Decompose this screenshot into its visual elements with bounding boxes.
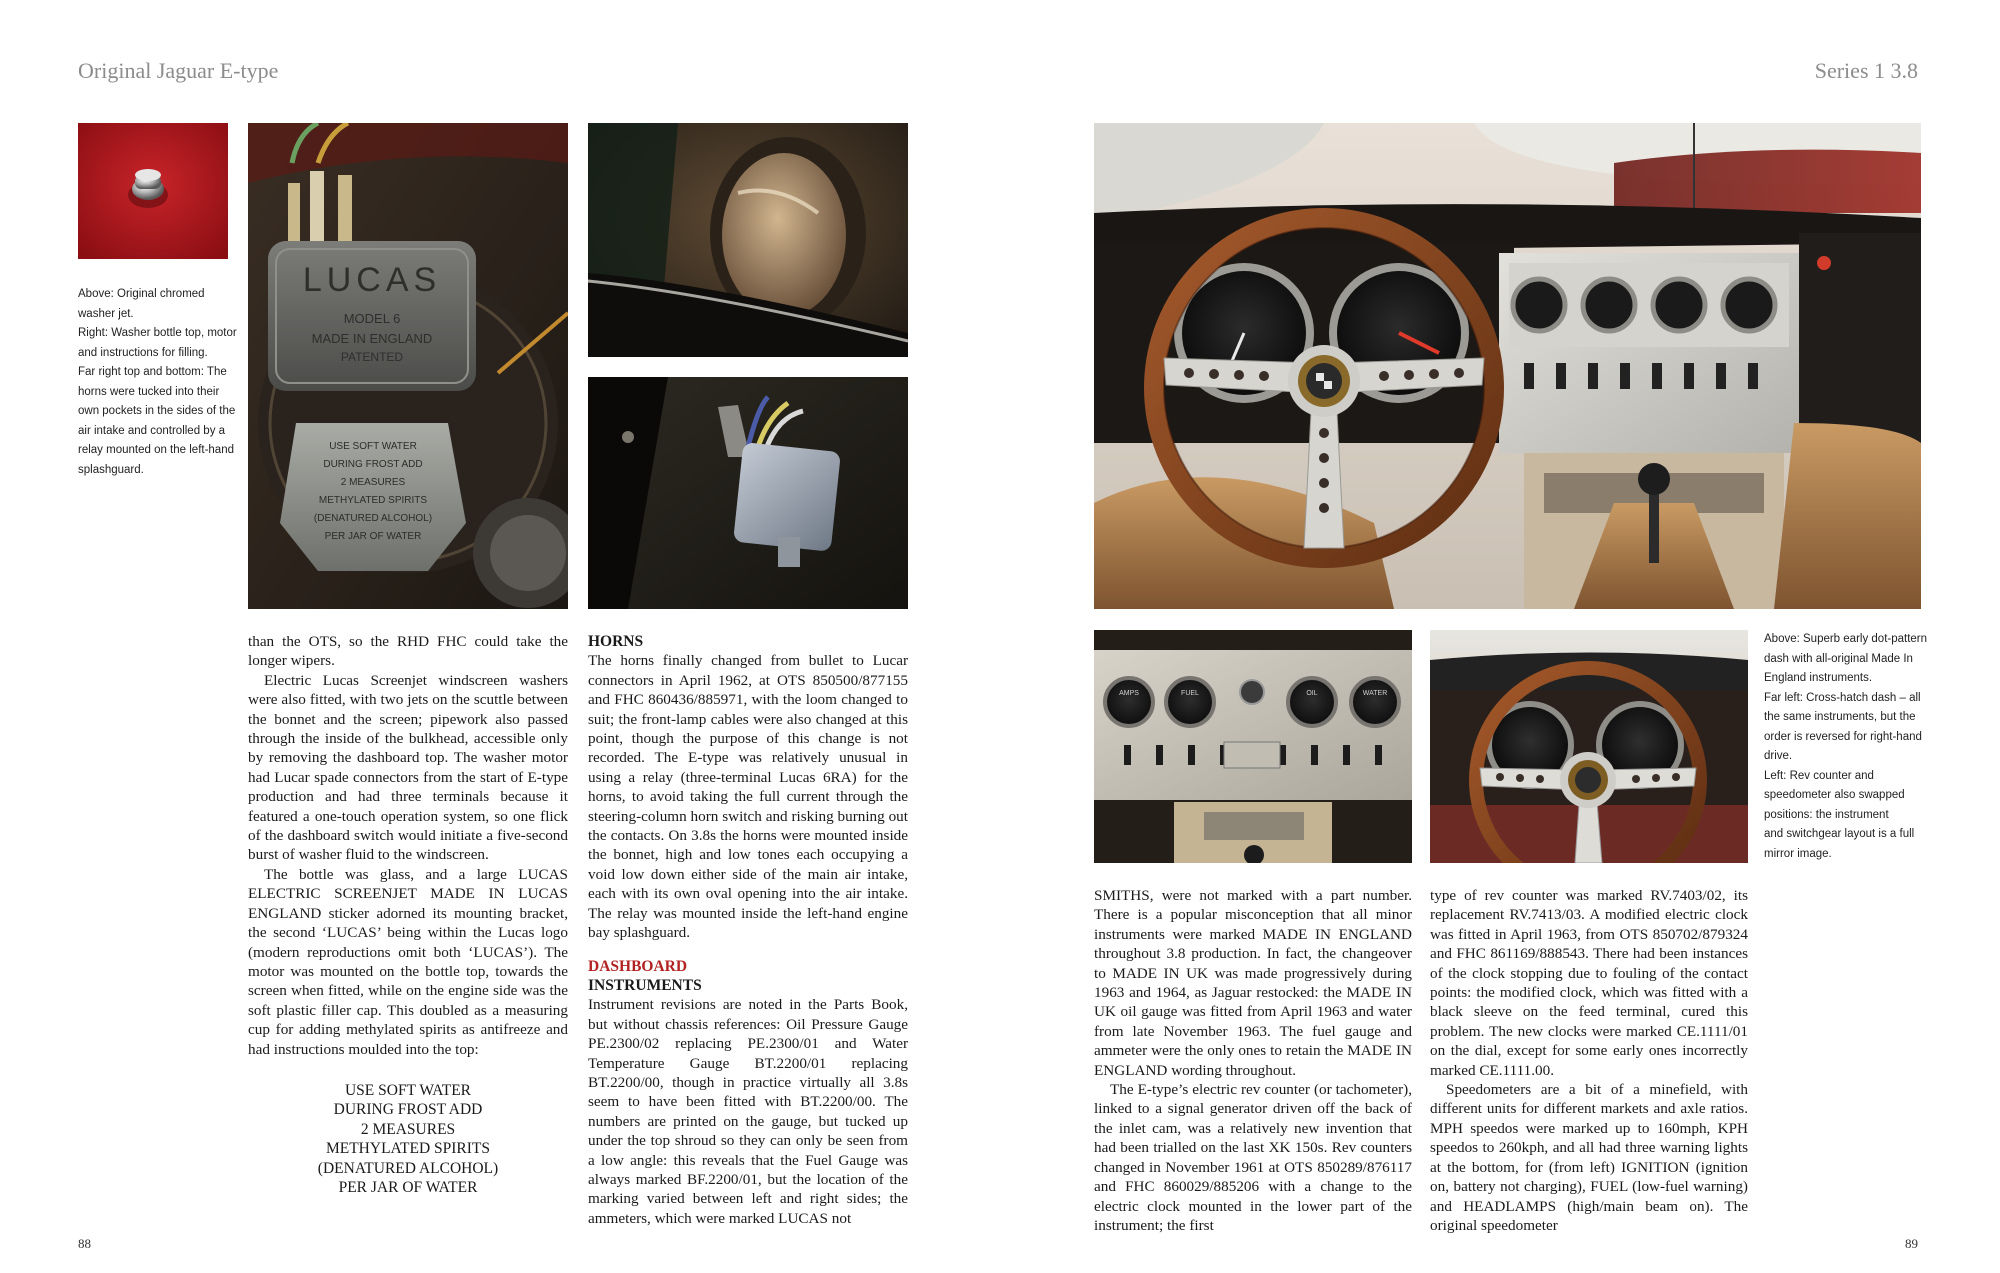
body-paragraph: Electric Lucas Screenjet windscreen washers were also fitted, with two jets on the scuttle between the bonnet and the screen; pipework also passed through the inside of the bulkhead, accessible only by removing the dashboard top. The washer motor had Lucar spade connectors from the start of E-type production and had three terminals because it featured a one-touch operation system, so one flick of the dashboard switch would initiate a five-second burst of washer fluid to the windscreen. xyxy=(248,671,568,864)
instruments-heading: INSTRUMENTS xyxy=(588,976,702,994)
notice-line: DURING FROST ADD xyxy=(333,1101,483,1119)
gauge-label-water: WATER xyxy=(1362,690,1388,697)
lucas-model-text: MODEL 6 xyxy=(343,311,401,326)
page-number-left: 88 xyxy=(78,1236,91,1251)
photo-horn-relay xyxy=(588,377,908,609)
caption-line: speedometer also swapped xyxy=(1764,789,1905,801)
left-page-column-2 xyxy=(588,632,908,1228)
photo-horn-top xyxy=(588,123,908,357)
body-paragraph: The E-type’s electric rev counter (or tachometer), linked to a signal generator driven off the back of the inlet cam, was a relatively new invention that had been trialled on the last XK 150s. Rev counters changed in November 1961 at OTS 850289/876117 and FHC 860029/885206 with a change to the electric clock mounted in the lower part of the instrument; the first xyxy=(1094,1081,1412,1234)
dashboard-heading: DASHBOARD xyxy=(588,957,688,975)
gauge-label-fuel: FUEL xyxy=(1181,690,1199,697)
notice-line: PER JAR OF WATER xyxy=(338,1178,478,1196)
photo-dashboard-main xyxy=(1094,123,1921,609)
body-paragraph: The horns finally changed from bullet to Lucar connectors in April 1962, at OTS 850500/877155 and FHC 860436/885971, with the loom changed to suit; the front-lamp cables were also changed at this point, though the purpose of this change is not recorded. The E-type was relatively unusual in using a relay (three-terminal Lucas 6RA) for the horns, to avoid taking the full current through the steering-column horn switch and risking burning out the contacts. On 3.8s the horns were mounted inside the bonnet, high and low tones each occupying a void low down either side of the main air intake, each with its own oval opening into the air intake. The relay was mounted inside the left-hand engine bay splashguard. xyxy=(588,652,908,942)
lucas-patented-text: PATENTED xyxy=(340,350,404,364)
body-paragraph: than the OTS, so the RHD FHC could take the longer wipers. xyxy=(248,633,568,670)
caption-right-page xyxy=(1764,630,1944,864)
body-paragraph: Speedometers are a bit of a minefield, with different units for different markets and axle ratios. MPH speedos were marked up to 160mph, KPH speedos to 260kph, and all had three warning lights at the bottom, for (from left) IGNITION (ignition on, battery not charging), FUEL (low-fuel warning) and HEADLAMPS (high/main beam on). The original speedometer xyxy=(1430,1081,1748,1234)
caption-line: order is reversed for right-hand xyxy=(1764,730,1922,743)
caption-line: Far left: Cross-hatch dash – all xyxy=(1764,691,1921,704)
caption-line: Above: Original chromed xyxy=(78,288,205,300)
right-page-column-2 xyxy=(1430,886,1748,1235)
lucas-logo-text: LUCAS xyxy=(302,261,442,299)
caption-line: Far right top and bottom: The xyxy=(78,366,227,378)
lucas-made-text: MADE IN ENGLAND xyxy=(311,331,433,346)
notice-line: METHYLATED SPIRITS xyxy=(325,1140,491,1158)
notice-line: USE SOFT WATER xyxy=(344,1081,472,1099)
caption-left-page xyxy=(78,285,238,480)
left-page-column-1 xyxy=(248,632,568,1197)
caption-line: dash with all-original Made In xyxy=(1764,652,1913,665)
caption-line: Right: Washer bottle top, motor xyxy=(78,327,237,339)
notice-line: (DENATURED ALCOHOL) xyxy=(317,1159,499,1177)
photo-crosshatch-dash xyxy=(1094,630,1412,863)
body-paragraph: SMITHS, were not marked with a part number. There is a popular misconception that all minor instruments were marked MADE IN ENGLAND throughout 3.8 production. In fact, the changeover to MADE IN UK was made progressively during 1963 and 1964, as Jaguar restocked: the MADE IN UK oil gauge was fitted from April 1963 and water from late November 1963. The fuel gauge and ammeter were the only ones to retain the MADE IN ENGLAND wording throughout. xyxy=(1094,887,1412,1079)
cap-line-5: (DENATURED ALCOHOL) xyxy=(313,513,433,524)
photo-washer-bottle-motor xyxy=(248,123,568,609)
photo-rhd-dash xyxy=(1430,630,1748,863)
caption-line: Above: Superb early dot-pattern xyxy=(1764,633,1928,645)
caption-line: drive. xyxy=(1764,750,1793,762)
caption-line: air intake and controlled by a xyxy=(78,424,226,437)
body-paragraph: type of rev counter was marked RV.7403/02, its replacement RV.7413/03. A modified electric clock was fitted in April 1963, from OTS 850702/879324 and FHC 861169/888543. There had been instances of the clock stopping due to fouling of the contact points: the modified clock, which was fitted with a black sleeve on the feed terminal, cured this problem. The new clocks were marked CE.1111/01 on the dial, except for some early ones incorrectly marked CE.1111.00. xyxy=(1430,887,1748,1079)
body-paragraph: The bottle was glass, and a large LUCAS ELECTRIC SCREENJET MADE IN LUCAS ENGLAND sticker adorned its mounting bracket, the second ‘LUCAS’ being within the Lucas logo (modern reproductions omit both ‘LUCAS’). The motor was mounted on the bottle top, towards the screen when fitted, while on the engine side was the soft plastic filler cap. This doubled as a measuring cup for adding methylated spirits as antifreeze and had instructions moulded into the top: xyxy=(248,865,568,1058)
cap-line-3: 2 MEASURES xyxy=(340,477,406,488)
page-number-right: 89 xyxy=(1905,1236,1918,1251)
gauge-label-amps: AMPS xyxy=(1119,690,1139,697)
running-head-left: Original Jaguar E-type xyxy=(78,58,279,83)
gauge-label-oil: OIL xyxy=(1306,690,1318,697)
notice-line: 2 MEASURES xyxy=(360,1120,456,1138)
caption-line: washer jet. xyxy=(78,307,134,320)
caption-line: relay mounted on the left-hand xyxy=(78,444,234,456)
caption-line: and switchgear layout is a full xyxy=(1764,828,1915,840)
caption-line: the same instruments, but the xyxy=(1764,711,1916,723)
caption-line: Left: Rev counter and xyxy=(1764,769,1874,782)
filler-cap-instructions xyxy=(248,1081,568,1197)
cap-line-4: METHYLATED SPIRITS xyxy=(318,495,428,506)
photo-washer-jet xyxy=(78,123,228,259)
caption-line: positions: the instrument xyxy=(1764,808,1889,821)
caption-line: England instruments. xyxy=(1764,672,1873,684)
caption-line: own pockets in the sides of the xyxy=(78,405,236,417)
running-head-right: Series 1 3.8 xyxy=(1814,58,1918,83)
cap-line-6: PER JAR OF WATER xyxy=(324,531,422,542)
cap-line-2: DURING FROST ADD xyxy=(323,459,423,470)
cap-line-1: USE SOFT WATER xyxy=(329,441,417,452)
body-paragraph: Instrument revisions are noted in the Parts Book, but without chassis references: Oil Pressure Gauge PE.2300/02 replacing PE.2300/01 and Water Temperature Gauge BT.2200/01 replacing BT.2200/00, though in practice virtually all 3.8s seem to have been fitted with BT.2200/00. The numbers are printed on the gauge, but tucked up under the top shroud so they can only be seen from a low angle: this reveals that the Fuel Gauge was always marked BF.2200/01, but the location of the marking varied between left and right sides; the ammeters, which were marked LUCAS not xyxy=(588,996,908,1227)
right-page-column-1 xyxy=(1094,886,1412,1235)
caption-line: horns were tucked into their xyxy=(78,385,220,398)
caption-line: and instructions for filling. xyxy=(78,346,208,359)
caption-line: splashguard. xyxy=(78,463,144,476)
horns-heading: HORNS xyxy=(588,633,644,650)
caption-line: mirror image. xyxy=(1764,847,1832,860)
